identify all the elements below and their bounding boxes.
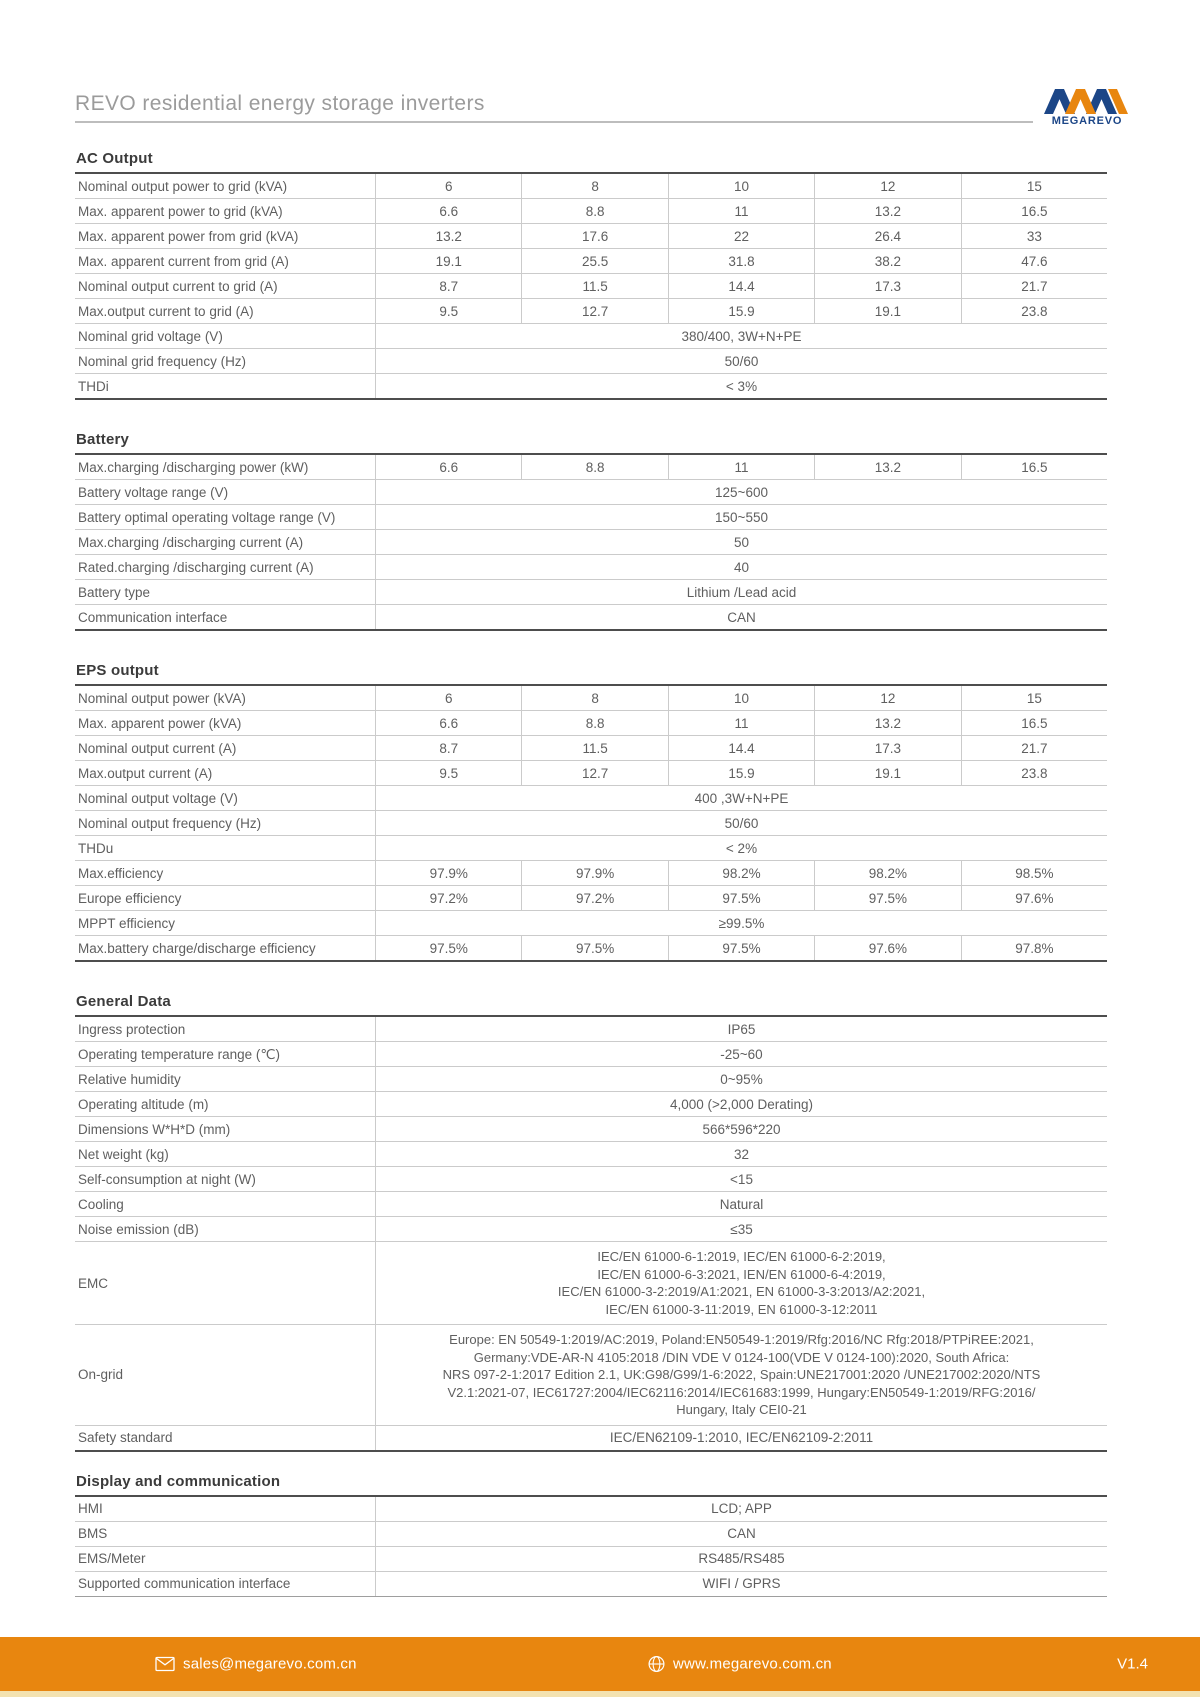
row-label: Relative humidity — [75, 1067, 376, 1091]
table-row — [75, 935, 1107, 960]
header-divider — [75, 121, 1033, 123]
value-cell: 11.5 — [522, 274, 668, 298]
value-cell: 8.7 — [376, 736, 522, 760]
row-values — [376, 455, 1107, 479]
row-values — [376, 686, 1107, 710]
value-cell: 8 — [522, 174, 668, 198]
value-cell: 17.3 — [815, 736, 961, 760]
row-label: THDu — [75, 836, 376, 860]
value-cell: 11 — [669, 199, 815, 223]
row-label: Battery optimal operating voltage range (V) — [75, 505, 376, 529]
table-row — [75, 554, 1107, 579]
value-cell: 25.5 — [522, 249, 668, 273]
value-cell: 97.5% — [376, 936, 522, 960]
value-cell: 12.7 — [522, 299, 668, 323]
value-line: Europe: EN 50549-1:2019/AC:2019, Poland:EN50549-1:2019/Rfg:2016/NC Rfg:2018/PTPiREE:2021, — [449, 1332, 1034, 1347]
row-label: Net weight (kg) — [75, 1142, 376, 1166]
value-cell: 97.9% — [522, 861, 668, 885]
table-row — [75, 710, 1107, 735]
row-label: EMS/Meter — [75, 1547, 376, 1571]
row-values — [376, 761, 1107, 785]
value-cell: 17.3 — [815, 274, 961, 298]
row-label: Nominal output power to grid (kVA) — [75, 174, 376, 198]
footer-website — [648, 1656, 832, 1673]
row-label: Max. apparent power (kVA) — [75, 711, 376, 735]
table-row — [75, 504, 1107, 529]
value-cell: 12.7 — [522, 761, 668, 785]
value-cell: 14.4 — [669, 736, 815, 760]
table-row — [75, 1017, 1107, 1041]
value-cell-span: IEC/EN62109-1:2010, IEC/EN62109-2:2011 — [609, 1430, 874, 1445]
value-cell: 6.6 — [376, 711, 522, 735]
value-cell: 8.8 — [522, 199, 668, 223]
spec-table — [75, 172, 1107, 400]
table-row — [75, 860, 1107, 885]
row-label: Operating altitude (m) — [75, 1092, 376, 1116]
value-cell-span: < 2% — [725, 840, 758, 856]
value-line: IEC/EN 61000-6-3:2021, IEN/EN 61000-6-4:2019, — [597, 1266, 886, 1282]
value-line: IEC/EN 61000-3-2:2019/A1:2021, EN 61000-3-3:2013/A2:2021, — [557, 1284, 926, 1299]
row-label: Communication interface — [75, 605, 376, 629]
value-cell: 19.1 — [376, 249, 522, 273]
table-row — [75, 760, 1107, 785]
value-cell: 14.4 — [669, 274, 815, 298]
value-cell-span: CAN — [727, 609, 756, 625]
value-cell: 21.7 — [1021, 278, 1048, 294]
row-label: Max. apparent current from grid (A) — [75, 249, 376, 273]
value-cell: 97.5% — [522, 936, 668, 960]
value-line: IEC/EN 61000-6-1:2019, IEC/EN 61000-6-2:2019, — [597, 1249, 886, 1264]
footer-version: V1.4 — [1117, 1655, 1148, 1673]
value-cell: 12 — [815, 686, 961, 710]
row-label: Max.efficiency — [75, 861, 376, 885]
row-values — [376, 274, 1107, 298]
value-cell: 6.6 — [376, 455, 522, 479]
spec-table — [75, 1495, 1107, 1597]
value-cell: 19.1 — [815, 299, 961, 323]
value-cell: 8 — [522, 686, 668, 710]
value-cell-span: 380/400, 3W+N+PE — [681, 328, 802, 344]
table-row — [75, 455, 1107, 479]
row-label: Max.output current (A) — [75, 761, 376, 785]
value-cell-span: CAN — [727, 1526, 756, 1541]
table-row — [75, 529, 1107, 554]
row-label: Max.charging /discharging power (kW) — [75, 455, 376, 479]
value-cell: 6.6 — [376, 199, 522, 223]
value-cell-span: 4,000 (>2,000 Derating) — [670, 1096, 813, 1112]
row-label: Battery type — [75, 580, 376, 604]
spec-sections — [75, 150, 1107, 1597]
value-cell-span — [376, 1325, 1107, 1425]
table-row — [75, 1546, 1107, 1571]
row-label: Operating temperature range (℃) — [75, 1042, 376, 1066]
row-label: Nominal grid frequency (Hz) — [75, 349, 376, 373]
value-cell: 38.2 — [815, 249, 961, 273]
value-cell: 98.2% — [815, 861, 961, 885]
table-row — [75, 1116, 1107, 1141]
row-label: Nominal output power (kVA) — [75, 686, 376, 710]
table-row — [75, 298, 1107, 323]
section-title: Display and communication — [76, 1472, 281, 1490]
row-values — [376, 299, 1107, 323]
row-label: Rated.charging /discharging current (A) — [75, 555, 376, 579]
value-cell-span: 566*596*220 — [702, 1121, 781, 1137]
value-cell-span: 50 — [733, 534, 750, 550]
row-label: EMC — [75, 1242, 376, 1324]
table-row — [75, 604, 1107, 629]
value-line: NRS 097-2-1:2017 Edition 2.1, UK:G98/G99/1-6:2022, Spain:UNE217001:2020 /UNE217002:2020/NTS — [442, 1367, 1041, 1382]
table-row — [75, 373, 1107, 398]
megarevo-logo — [1041, 89, 1133, 127]
value-cell-span: IP65 — [727, 1021, 756, 1037]
value-line: IEC/EN 61000-3-11:2019, EN 61000-3-12:2011 — [605, 1301, 878, 1317]
row-label: Cooling — [75, 1192, 376, 1216]
row-label: HMI — [75, 1497, 376, 1521]
table-row — [75, 1324, 1107, 1425]
value-cell: 31.8 — [669, 249, 815, 273]
row-label: Nominal output current to grid (A) — [75, 274, 376, 298]
row-label: Nominal output current (A) — [75, 736, 376, 760]
value-lines — [378, 1245, 1105, 1321]
value-cell: 10 — [669, 174, 815, 198]
row-label: Nominal output voltage (V) — [75, 786, 376, 810]
value-cell-span: 32 — [733, 1146, 750, 1162]
value-cell: 13.2 — [376, 224, 522, 248]
value-cell-span: ≤35 — [730, 1221, 753, 1237]
table-row — [75, 198, 1107, 223]
value-cell: 98.5% — [1015, 865, 1054, 881]
table-row — [75, 1425, 1107, 1450]
value-cell: 97.5% — [669, 936, 815, 960]
value-cell-span: 150~550 — [715, 509, 768, 525]
spec-table — [75, 453, 1107, 631]
value-cell-span: 50/60 — [724, 353, 759, 369]
value-cell-span: RS485/RS485 — [698, 1551, 785, 1566]
row-values — [376, 199, 1107, 223]
row-label: Nominal output frequency (Hz) — [75, 811, 376, 835]
value-cell-span: 400 ,3W+N+PE — [694, 790, 789, 806]
row-label: Max.output current to grid (A) — [75, 299, 376, 323]
value-cell: 47.6 — [1021, 253, 1048, 269]
value-cell: 26.4 — [815, 224, 961, 248]
value-cell: 6 — [376, 174, 522, 198]
row-label: Battery voltage range (V) — [75, 480, 376, 504]
table-row — [75, 910, 1107, 935]
row-values — [376, 711, 1107, 735]
value-cell: 97.2% — [376, 886, 522, 910]
table-row — [75, 248, 1107, 273]
row-values — [376, 736, 1107, 760]
page-footer — [0, 1637, 1200, 1691]
value-cell-span: WIFI / GPRS — [702, 1576, 781, 1591]
value-cell: 15 — [1026, 690, 1042, 706]
row-label: Dimensions W*H*D (mm) — [75, 1117, 376, 1141]
row-label: Noise emission (dB) — [75, 1217, 376, 1241]
value-cell: 97.9% — [376, 861, 522, 885]
row-label: Supported communication interface — [75, 1572, 376, 1596]
spec-table — [75, 684, 1107, 962]
row-label: MPPT efficiency — [75, 911, 376, 935]
table-row — [75, 479, 1107, 504]
value-cell: 11.5 — [522, 736, 668, 760]
table-row — [75, 579, 1107, 604]
value-cell: 13.2 — [815, 455, 961, 479]
table-row — [75, 885, 1107, 910]
section-title: AC Output — [76, 150, 153, 167]
section-title: General Data — [76, 993, 171, 1010]
value-cell: 97.5% — [669, 886, 815, 910]
footer-website-text: www.megarevo.com.cn — [673, 1655, 832, 1673]
value-cell: 8.8 — [522, 711, 668, 735]
value-cell: 33 — [1026, 228, 1042, 244]
globe-icon — [648, 1656, 665, 1673]
logo-m-icon — [1044, 89, 1130, 114]
spec-table — [75, 1015, 1107, 1452]
table-row — [75, 1041, 1107, 1066]
table-row — [75, 1497, 1107, 1521]
value-cell: 98.2% — [669, 861, 815, 885]
table-row — [75, 686, 1107, 710]
table-row — [75, 1166, 1107, 1191]
value-cell: 15 — [1026, 178, 1042, 194]
spec-section-battery — [75, 431, 1107, 631]
row-values — [376, 886, 1107, 910]
row-label: Max. apparent power to grid (kVA) — [75, 199, 376, 223]
value-cell: 10 — [669, 686, 815, 710]
footer-email — [155, 1656, 357, 1673]
table-row — [75, 1141, 1107, 1166]
table-row — [75, 1521, 1107, 1546]
row-label: Max.battery charge/discharge efficiency — [75, 936, 376, 960]
value-cell-span: ≥99.5% — [718, 915, 765, 931]
table-row — [75, 735, 1107, 760]
value-cell: 8.7 — [376, 274, 522, 298]
value-cell: 97.6% — [815, 936, 961, 960]
value-cell: 21.7 — [1021, 740, 1048, 756]
table-row — [75, 348, 1107, 373]
row-label: Max. apparent power from grid (kVA) — [75, 224, 376, 248]
row-values — [376, 174, 1107, 198]
value-cell-span: LCD; APP — [711, 1501, 772, 1516]
value-cell: 13.2 — [815, 711, 961, 735]
footer-bottom-strip — [0, 1691, 1200, 1697]
value-cell: 11 — [669, 711, 815, 735]
value-cell-span — [376, 1242, 1107, 1324]
row-label: THDi — [75, 374, 376, 398]
table-row — [75, 810, 1107, 835]
row-label: Self-consumption at night (W) — [75, 1167, 376, 1191]
row-label: Europe efficiency — [75, 886, 376, 910]
value-cell: 16.5 — [1021, 715, 1048, 731]
row-values — [376, 861, 1107, 885]
value-cell: 9.5 — [376, 299, 522, 323]
table-row — [75, 835, 1107, 860]
table-row — [75, 223, 1107, 248]
value-cell: 11 — [669, 455, 815, 479]
table-row — [75, 1066, 1107, 1091]
value-cell: 8.8 — [522, 455, 668, 479]
value-cell: 17.6 — [522, 224, 668, 248]
value-cell-span: Natural — [719, 1196, 764, 1212]
email-icon — [155, 1657, 175, 1672]
table-row — [75, 323, 1107, 348]
value-cell: 16.5 — [1021, 459, 1048, 475]
value-cell-span: Lithium /Lead acid — [686, 584, 797, 600]
table-row — [75, 1091, 1107, 1116]
page-title: REVO residential energy storage inverters — [75, 92, 485, 115]
row-label: Safety standard — [75, 1426, 376, 1450]
row-values — [376, 249, 1107, 273]
value-cell: 23.8 — [1021, 765, 1048, 781]
table-row — [75, 785, 1107, 810]
value-cell: 9.5 — [376, 761, 522, 785]
spec-section-ac-output — [75, 150, 1107, 400]
value-cell: 97.8% — [1015, 940, 1054, 956]
value-cell: 15.9 — [669, 761, 815, 785]
value-line: Germany:VDE-AR-N 4105:2018 /DIN VDE V 0124-100(VDE V 0124-100):2020, South Africa: — [473, 1349, 1010, 1365]
row-values — [376, 224, 1107, 248]
table-row — [75, 1191, 1107, 1216]
value-cell: 16.5 — [1021, 203, 1048, 219]
row-label: Nominal grid voltage (V) — [75, 324, 376, 348]
value-cell: 97.5% — [815, 886, 961, 910]
value-cell: 22 — [669, 224, 815, 248]
value-cell-span: <15 — [730, 1171, 753, 1187]
spec-section-general-data — [75, 993, 1107, 1452]
value-cell-span: 0~95% — [720, 1071, 763, 1087]
logo-wordmark: MEGAREVO — [1051, 115, 1123, 127]
value-cell-span: < 3% — [725, 378, 758, 394]
value-cell: 13.2 — [815, 199, 961, 223]
value-cell: 19.1 — [815, 761, 961, 785]
value-cell: 97.2% — [522, 886, 668, 910]
value-line: Hungary, Italy CEI0-21 — [676, 1402, 807, 1417]
value-lines — [378, 1328, 1105, 1422]
value-cell-span: 125~600 — [715, 484, 768, 500]
value-cell: 97.6% — [1015, 890, 1054, 906]
spec-section-eps-output — [75, 662, 1107, 962]
value-cell: 12 — [815, 174, 961, 198]
value-cell-span: -25~60 — [720, 1046, 763, 1062]
table-row — [75, 1571, 1107, 1596]
value-cell-span: 40 — [733, 559, 750, 575]
row-label: On-grid — [75, 1325, 376, 1425]
section-title: EPS output — [76, 662, 159, 679]
row-label: BMS — [75, 1522, 376, 1546]
table-row — [75, 273, 1107, 298]
row-label: Ingress protection — [75, 1017, 376, 1041]
value-cell: 6 — [376, 686, 522, 710]
section-title: Battery — [76, 431, 130, 448]
footer-email-text: sales@megarevo.com.cn — [183, 1655, 357, 1673]
row-values — [376, 936, 1107, 960]
table-row — [75, 1216, 1107, 1241]
table-row — [75, 1241, 1107, 1324]
value-line: V2.1:2021-07, IEC61727:2004/IEC62116:2014/IEC61683:1999, Hungary:EN50549-1:2019/RFG:2016/ — [447, 1384, 1036, 1400]
value-cell: 23.8 — [1021, 303, 1048, 319]
table-row — [75, 174, 1107, 198]
value-cell: 15.9 — [669, 299, 815, 323]
row-label: Max.charging /discharging current (A) — [75, 530, 376, 554]
spec-section-display-and-communication — [75, 1473, 1107, 1597]
value-cell-span: 50/60 — [724, 815, 759, 831]
